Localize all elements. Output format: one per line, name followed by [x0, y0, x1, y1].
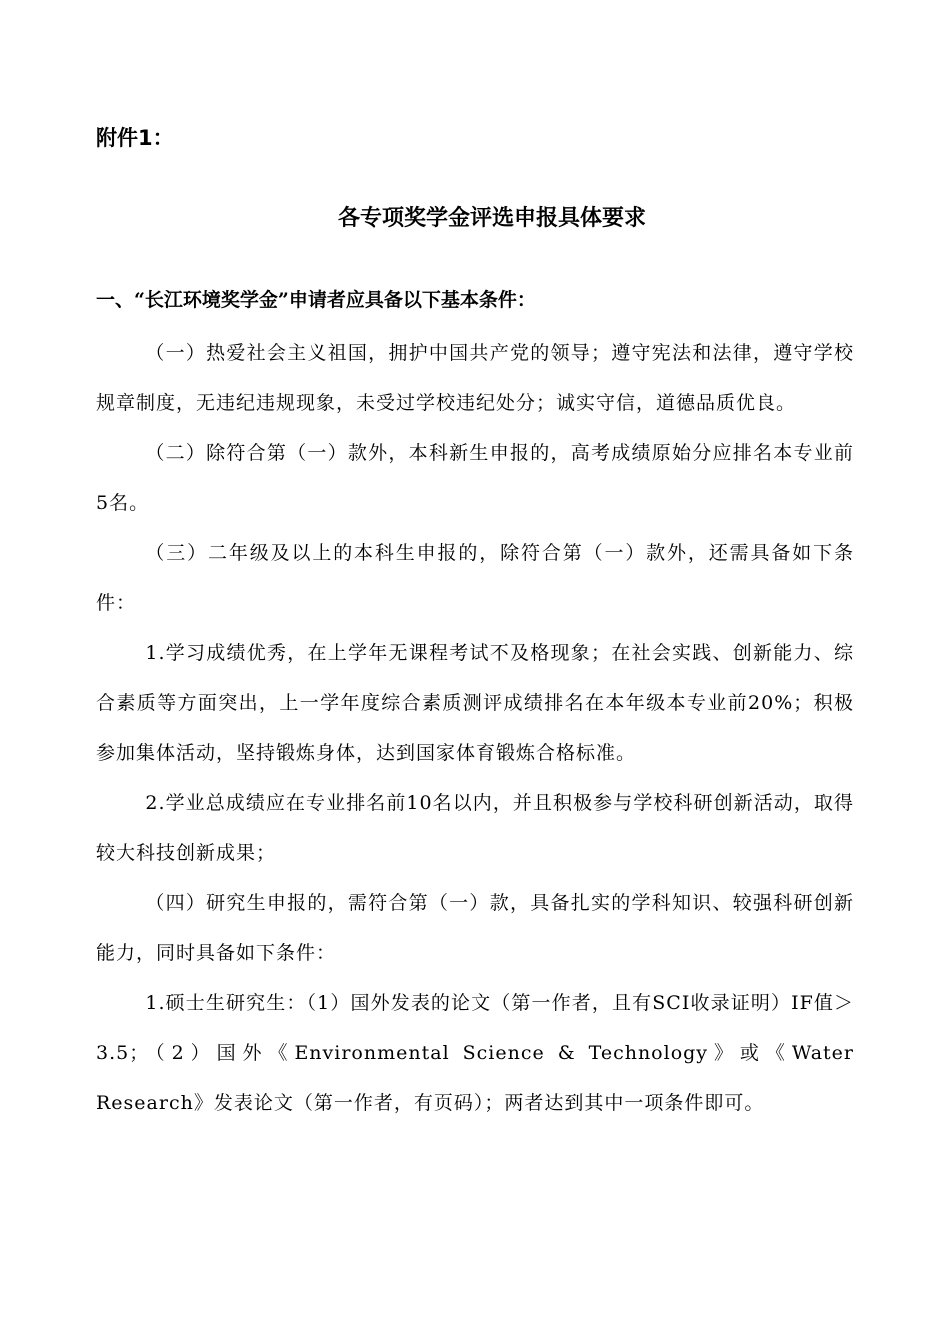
clause-2-paragraph: （二）除符合第（一）款外，本科新生申报的，高考成绩原始分应排名本专业前5名。 [96, 442, 854, 514]
clause-1-paragraph: （一）热爱社会主义祖国，拥护中国共产党的领导；遵守宪法和法律，遵守学校规章制度，无违纪违规现象，未受过学校违纪处分；诚实守信，道德品质优良。 [96, 342, 854, 414]
clause-4-paragraph: （四）研究生申报的，需符合第（一）款，具备扎实的学科知识、较强科研创新能力，同时具备如下条件： [96, 892, 854, 964]
section-body [96, 328, 854, 1128]
clause-3-item-2-paragraph: 2.学业总成绩应在专业排名前10名以内，并且积极参与学校科研创新活动，取得较大科技创新成果； [96, 792, 854, 864]
attachment-label: 附件1： [96, 126, 174, 150]
document-title: 各专项奖学金评选申报具体要求 [337, 206, 646, 231]
clause-4-item-1-paragraph: 1.硕士生研究生：（1）国外发表的论文（第一作者，且有SCI收录证明）IF值＞3.5；（2）国外《Environmental Science & Technology》或《Water Research》发表论文（第一作者，有页码）；两者达到其中一项条件即可。 [96, 992, 854, 1114]
clause-3-paragraph: （三）二年级及以上的本科生申报的，除符合第（一）款外，还需具备如下条件： [96, 542, 854, 614]
clause-3-item-1-paragraph: 1.学习成绩优秀，在上学年无课程考试不及格现象；在社会实践、创新能力、综合素质等方面突出，上一学年度综合素质测评成绩排名在本年级本专业前20%；积极参加集体活动，坚持锻炼身体，达到国家体育锻炼合格标准。 [96, 642, 854, 764]
section-heading: 一、“长江环境奖学金”申请者应具备以下基本条件： [96, 289, 536, 311]
